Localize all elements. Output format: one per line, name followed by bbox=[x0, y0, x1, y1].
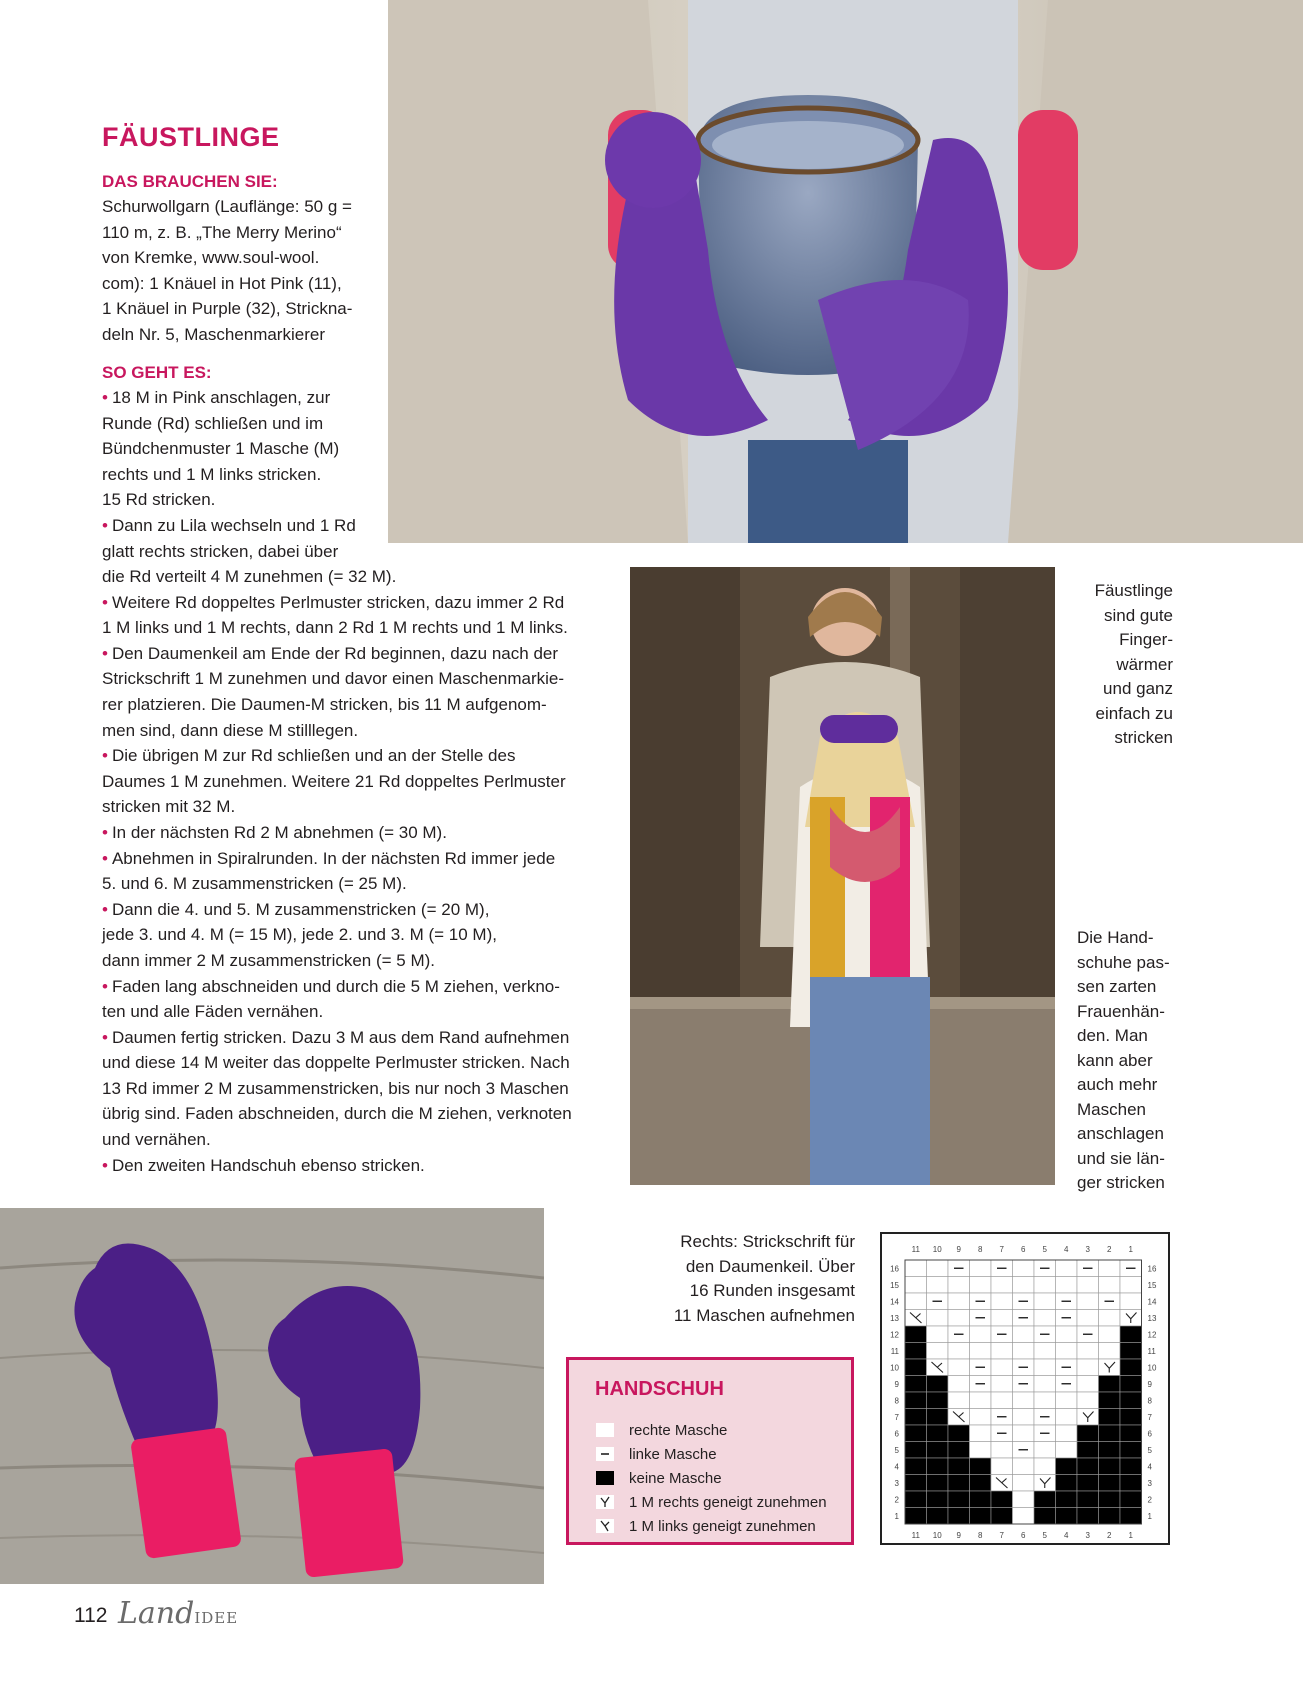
step-line: stricken mit 32 M. bbox=[102, 797, 236, 817]
step-line: • In der nächsten Rd 2 M abnehmen (= 30 M). bbox=[102, 822, 447, 842]
chart-cell bbox=[905, 1491, 927, 1508]
chart-cell bbox=[1099, 1425, 1121, 1442]
column-label-bottom: 6 bbox=[1021, 1531, 1026, 1540]
chart-cell bbox=[1077, 1458, 1099, 1475]
chart-cell bbox=[1099, 1392, 1121, 1409]
step-line: • 18 M in Pink anschlagen, zur bbox=[102, 388, 331, 407]
step-line: ten und alle Fäden vernähen. bbox=[102, 1002, 324, 1022]
step-line: • Dann zu Lila wechseln und 1 Rd bbox=[102, 515, 356, 535]
chart-cell bbox=[1077, 1425, 1099, 1442]
step-line: 5. und 6. M zusammenstricken (= 25 M). bbox=[102, 874, 407, 894]
row-label-left: 4 bbox=[894, 1462, 899, 1472]
step-line: men sind, dann diese M stilllegen. bbox=[102, 720, 359, 740]
chart-cell bbox=[1056, 1277, 1078, 1294]
chart-cell bbox=[1056, 1458, 1078, 1475]
column-label-bottom: 5 bbox=[1042, 1531, 1047, 1540]
chart-cell bbox=[927, 1277, 949, 1294]
chart-cell bbox=[1013, 1326, 1035, 1343]
column-label-bottom: 10 bbox=[932, 1531, 942, 1540]
chart-cell bbox=[905, 1376, 927, 1393]
step-line: rechts und 1 M links stricken. bbox=[102, 464, 322, 484]
step-line: Bündchenmuster 1 Masche (M) bbox=[102, 439, 340, 459]
chart-cell bbox=[1034, 1277, 1056, 1294]
chart-cell bbox=[905, 1343, 927, 1360]
column-label-top: 4 bbox=[1064, 1245, 1069, 1254]
legend-item-inc-right: 1 M rechts geneigt zunehmen bbox=[596, 1494, 827, 1511]
row-label-right: 7 bbox=[1147, 1412, 1152, 1422]
chart-cell bbox=[948, 1277, 970, 1294]
chart-cell bbox=[905, 1359, 927, 1376]
chart-cell bbox=[1099, 1491, 1121, 1508]
legend-item-purl: linke Masche bbox=[596, 1446, 717, 1463]
chart-cell bbox=[1099, 1310, 1121, 1327]
column-label-bottom: 3 bbox=[1085, 1531, 1090, 1540]
chart-cell bbox=[948, 1392, 970, 1409]
chart-cell bbox=[1013, 1425, 1035, 1442]
row-label-right: 16 bbox=[1147, 1264, 1157, 1274]
chart-cell bbox=[927, 1508, 949, 1525]
chart-cell bbox=[970, 1458, 992, 1475]
materials-list bbox=[102, 194, 352, 348]
chart-cell bbox=[1077, 1359, 1099, 1376]
chart-cell bbox=[970, 1260, 992, 1277]
chart-cell bbox=[948, 1458, 970, 1475]
legend-item-inc-left: 1 M links geneigt zunehmen bbox=[596, 1518, 816, 1535]
chart-cell bbox=[948, 1359, 970, 1376]
bullet: • bbox=[102, 746, 108, 766]
row-label-right: 5 bbox=[1147, 1445, 1152, 1455]
step-line: • Faden lang abschneiden und durch die 5 M ziehen, verkno- bbox=[102, 976, 560, 996]
row-label-left: 7 bbox=[894, 1412, 899, 1422]
chart-cell bbox=[1013, 1260, 1035, 1277]
step-line: glatt rechts stricken, dabei über bbox=[102, 541, 339, 561]
chart-cell bbox=[927, 1458, 949, 1475]
chart-cell bbox=[927, 1475, 949, 1492]
chart-cell bbox=[1056, 1475, 1078, 1492]
chart-cell bbox=[1034, 1343, 1056, 1360]
chart-cell bbox=[1034, 1293, 1056, 1310]
bullet: • bbox=[102, 899, 108, 919]
chart-cell bbox=[1056, 1425, 1078, 1442]
column-label-bottom: 1 bbox=[1128, 1531, 1133, 1540]
article-title: FÄUSTLINGE bbox=[102, 122, 280, 152]
step-line: 1 M links und 1 M rechts, dann 2 Rd 1 M rechts und 1 M links. bbox=[102, 618, 568, 638]
column-label-top: 2 bbox=[1107, 1245, 1112, 1254]
chart-cell bbox=[1056, 1508, 1078, 1525]
column-label-bottom: 11 bbox=[911, 1531, 920, 1540]
chart-cell bbox=[1099, 1277, 1121, 1294]
row-label-left: 6 bbox=[894, 1429, 899, 1439]
materials-line: Schurwollgarn (Lauflänge: 50 g = bbox=[102, 197, 352, 216]
chart-cell bbox=[1120, 1277, 1142, 1294]
step-line: 13 Rd immer 2 M zusammenstricken, bis nur noch 3 Maschen bbox=[102, 1078, 569, 1098]
column-label-bottom: 2 bbox=[1107, 1531, 1112, 1540]
row-label-left: 13 bbox=[890, 1313, 899, 1323]
row-label-right: 8 bbox=[1147, 1396, 1152, 1406]
bullet: • bbox=[102, 848, 108, 868]
chart-cell bbox=[1120, 1359, 1142, 1376]
row-label-left: 14 bbox=[890, 1297, 899, 1307]
chart-cell bbox=[970, 1277, 992, 1294]
chart-cell bbox=[1077, 1277, 1099, 1294]
chart-cell bbox=[1077, 1343, 1099, 1360]
materials-line: von Kremke, www.soul-wool. bbox=[102, 248, 320, 268]
chart-cell bbox=[991, 1458, 1013, 1475]
row-label-left: 15 bbox=[890, 1280, 899, 1290]
column-label-top: 1 bbox=[1128, 1245, 1133, 1254]
chart-cell bbox=[927, 1326, 949, 1343]
chart-cell bbox=[905, 1260, 927, 1277]
step-line: • Den Daumenkeil am Ende der Rd beginnen, dazu nach der bbox=[102, 643, 559, 663]
photo-hands-holding-mug bbox=[388, 0, 1303, 543]
chart-cell bbox=[1120, 1392, 1142, 1409]
chart-cell bbox=[927, 1310, 949, 1327]
chart-cell bbox=[1077, 1442, 1099, 1459]
row-label-left: 5 bbox=[894, 1445, 899, 1455]
chart-cell bbox=[1099, 1475, 1121, 1492]
chart-cell bbox=[1034, 1442, 1056, 1459]
column-label-bottom: 7 bbox=[999, 1531, 1004, 1540]
chart-cell bbox=[905, 1277, 927, 1294]
blank-square-icon bbox=[596, 1423, 614, 1437]
chart-cell bbox=[1013, 1508, 1035, 1525]
chart-cell bbox=[1013, 1458, 1035, 1475]
chart-cell bbox=[1120, 1458, 1142, 1475]
row-label-right: 1 bbox=[1147, 1511, 1152, 1521]
step-line: • Die übrigen M zur Rd schließen und an der Stelle des bbox=[102, 746, 516, 766]
row-label-left: 12 bbox=[890, 1330, 899, 1340]
row-label-right: 13 bbox=[1147, 1313, 1157, 1323]
chart-cell bbox=[991, 1392, 1013, 1409]
chart-cell bbox=[1120, 1508, 1142, 1525]
row-label-left: 2 bbox=[894, 1495, 899, 1505]
row-label-left: 10 bbox=[890, 1363, 899, 1373]
chart-cell bbox=[1120, 1343, 1142, 1360]
chart-cell bbox=[1013, 1343, 1035, 1360]
chart-cell bbox=[970, 1508, 992, 1525]
step-line: • Den zweiten Handschuh ebenso stricken. bbox=[102, 1155, 425, 1175]
chart-cell bbox=[991, 1359, 1013, 1376]
bullet: • bbox=[102, 822, 108, 842]
chart-cell bbox=[970, 1425, 992, 1442]
chart-cell bbox=[1013, 1392, 1035, 1409]
step-line: Daumes 1 M zunehmen. Weitere 21 Rd doppeltes Perlmuster bbox=[102, 771, 566, 791]
column-label-top: 9 bbox=[956, 1245, 961, 1254]
chart-cell bbox=[948, 1491, 970, 1508]
chart-cell bbox=[1120, 1310, 1142, 1327]
knitting-chart bbox=[880, 1232, 1170, 1545]
row-label-left: 1 bbox=[894, 1511, 899, 1521]
step-line: und vernähen. bbox=[102, 1130, 211, 1150]
chart-cell bbox=[1120, 1475, 1142, 1492]
chart-cell bbox=[1013, 1409, 1035, 1426]
chart-cell bbox=[1034, 1359, 1056, 1376]
legend-title: HANDSCHUH bbox=[595, 1378, 724, 1400]
step-line: jede 3. und 4. M (= 15 M), jede 2. und 3. M (= 10 M), bbox=[102, 925, 497, 945]
row-label-right: 12 bbox=[1147, 1330, 1157, 1340]
chart-cell bbox=[1056, 1326, 1078, 1343]
chart-cell bbox=[970, 1475, 992, 1492]
materials-line: 1 Knäuel in Purple (32), Strickna- bbox=[102, 299, 353, 319]
chart-cell bbox=[905, 1392, 927, 1409]
increase-left-icon bbox=[596, 1519, 614, 1533]
step-line: Strickschrift 1 M zunehmen und davor einen Maschenmarkie- bbox=[102, 669, 565, 689]
chart-cell bbox=[991, 1442, 1013, 1459]
chart-cell bbox=[991, 1293, 1013, 1310]
chart-cell bbox=[1034, 1310, 1056, 1327]
chart-cell bbox=[1099, 1409, 1121, 1426]
chart-cell bbox=[905, 1442, 927, 1459]
step-line: und diese 14 M weiter das doppelte Perlmuster stricken. Nach bbox=[102, 1053, 570, 1073]
row-label-right: 10 bbox=[1147, 1363, 1157, 1373]
chart-cell bbox=[991, 1277, 1013, 1294]
legend-item-knit: rechte Masche bbox=[596, 1422, 727, 1439]
knitting-chart-svg bbox=[882, 1234, 1168, 1543]
chart-cell bbox=[1120, 1425, 1142, 1442]
row-label-right: 3 bbox=[1147, 1478, 1152, 1488]
row-label-left: 11 bbox=[890, 1346, 899, 1356]
chart-cell bbox=[1034, 1491, 1056, 1508]
chart-cell bbox=[948, 1508, 970, 1525]
chart-cell bbox=[1120, 1491, 1142, 1508]
chart-cell bbox=[948, 1425, 970, 1442]
bullet: • bbox=[102, 1155, 108, 1175]
chart-cell bbox=[970, 1343, 992, 1360]
chart-cell bbox=[1099, 1359, 1121, 1376]
bullet: • bbox=[102, 976, 108, 996]
step-line: • Weitere Rd doppeltes Perlmuster stricken, dazu immer 2 Rd bbox=[102, 592, 565, 612]
black-square-icon bbox=[596, 1471, 614, 1485]
chart-cell bbox=[927, 1409, 949, 1426]
chart-cell bbox=[1013, 1491, 1035, 1508]
materials-line: deln Nr. 5, Maschenmarkierer bbox=[102, 324, 325, 344]
step-line: • Dann die 4. und 5. M zusammenstricken (= 20 M), bbox=[102, 899, 490, 919]
chart-cell bbox=[1099, 1343, 1121, 1360]
chart-cell bbox=[1077, 1491, 1099, 1508]
method-heading: SO GEHT ES: bbox=[102, 363, 212, 382]
chart-cell bbox=[1099, 1508, 1121, 1525]
page-number: 112 bbox=[74, 1604, 108, 1627]
row-label-right: 2 bbox=[1147, 1495, 1152, 1505]
chart-cell bbox=[1034, 1392, 1056, 1409]
column-label-top: 7 bbox=[999, 1245, 1004, 1254]
chart-cell bbox=[970, 1442, 992, 1459]
chart-cell bbox=[905, 1508, 927, 1525]
chart-cell bbox=[1077, 1508, 1099, 1525]
row-label-right: 14 bbox=[1147, 1297, 1157, 1307]
column-label-top: 5 bbox=[1042, 1245, 1047, 1254]
chart-cell bbox=[927, 1343, 949, 1360]
row-label-right: 11 bbox=[1147, 1346, 1156, 1356]
chart-cell bbox=[927, 1376, 949, 1393]
chart-cell bbox=[1034, 1376, 1056, 1393]
row-label-left: 16 bbox=[890, 1264, 899, 1274]
row-label-right: 4 bbox=[1147, 1462, 1152, 1472]
chart-cell bbox=[948, 1475, 970, 1492]
chart-caption: Rechts: Strickschrift für den Daumenkeil. Über 16 Runden insgesamt 11 Maschen aufnehmen bbox=[673, 1232, 855, 1325]
steps-narrow bbox=[102, 385, 356, 564]
chart-cell bbox=[970, 1392, 992, 1409]
chart-cell bbox=[948, 1310, 970, 1327]
chart-cell bbox=[927, 1442, 949, 1459]
chart-cell bbox=[1034, 1458, 1056, 1475]
photo-caption-gloves: Die Hand- schuhe pas- sen zarten Frauenhän- den. Man kann aber auch mehr Maschen anschlagen und sie län- ger stricken bbox=[1077, 928, 1170, 1192]
step-line: die Rd verteilt 4 M zunehmen (= 32 M). bbox=[102, 567, 397, 586]
row-label-left: 9 bbox=[894, 1379, 899, 1389]
chart-cell bbox=[927, 1260, 949, 1277]
chart-cell bbox=[1013, 1475, 1035, 1492]
chart-cell bbox=[1034, 1475, 1056, 1492]
chart-cell bbox=[970, 1491, 992, 1508]
chart-cell bbox=[1077, 1376, 1099, 1393]
chart-cell bbox=[1077, 1293, 1099, 1310]
column-label-bottom: 9 bbox=[956, 1531, 961, 1540]
column-label-top: 11 bbox=[911, 1245, 920, 1254]
chart-cell bbox=[1120, 1409, 1142, 1426]
chart-cell bbox=[970, 1326, 992, 1343]
bullet: • bbox=[102, 1027, 108, 1047]
step-line: • Daumen fertig stricken. Dazu 3 M aus dem Rand aufnehmen bbox=[102, 1027, 570, 1047]
chart-cell bbox=[927, 1425, 949, 1442]
chart-cell bbox=[1120, 1293, 1142, 1310]
materials-line: com): 1 Knäuel in Hot Pink (11), bbox=[102, 273, 342, 293]
photo-caption-mittens: Fäustlinge sind gute Finger- wärmer und ganz einfach zu stricken bbox=[1094, 581, 1173, 747]
chart-cell bbox=[905, 1409, 927, 1426]
column-label-top: 6 bbox=[1021, 1245, 1026, 1254]
materials-line: 110 m, z. B. „The Merry Merino“ bbox=[102, 222, 342, 242]
chart-cell bbox=[991, 1343, 1013, 1360]
chart-cell bbox=[948, 1442, 970, 1459]
row-label-right: 9 bbox=[1147, 1379, 1152, 1389]
chart-cell bbox=[991, 1508, 1013, 1525]
materials-heading: DAS BRAUCHEN SIE: bbox=[102, 172, 278, 191]
photo-mittens-on-wood bbox=[0, 1208, 544, 1584]
column-label-bottom: 4 bbox=[1064, 1531, 1069, 1540]
chart-cell bbox=[948, 1293, 970, 1310]
step-line: 15 Rd stricken. bbox=[102, 490, 216, 510]
column-label-top: 10 bbox=[932, 1245, 942, 1254]
steps-wide bbox=[102, 564, 572, 1178]
chart-cell bbox=[991, 1310, 1013, 1327]
step-line: übrig sind. Faden abschneiden, durch die M ziehen, verknoten bbox=[102, 1104, 572, 1124]
chart-cell bbox=[1099, 1376, 1121, 1393]
step-line: rer platzieren. Die Daumen-M stricken, bis 11 M aufgenom- bbox=[102, 694, 547, 714]
chart-cell bbox=[1099, 1458, 1121, 1475]
chart-cell bbox=[1056, 1260, 1078, 1277]
chart-cell bbox=[1077, 1392, 1099, 1409]
chart-cell bbox=[1056, 1442, 1078, 1459]
photo-woman-covering-eyes bbox=[630, 567, 1055, 1185]
chart-cell bbox=[1120, 1326, 1142, 1343]
magazine-logo bbox=[118, 1596, 238, 1631]
chart-cell bbox=[948, 1376, 970, 1393]
bullet: • bbox=[102, 592, 108, 612]
column-label-top: 8 bbox=[978, 1245, 983, 1254]
chart-cell bbox=[1056, 1409, 1078, 1426]
chart-cell bbox=[948, 1343, 970, 1360]
chart-cell bbox=[1099, 1442, 1121, 1459]
chart-cell bbox=[1056, 1392, 1078, 1409]
chart-cell bbox=[1120, 1442, 1142, 1459]
bullet: • bbox=[102, 643, 108, 663]
chart-cell bbox=[905, 1458, 927, 1475]
chart-cell bbox=[905, 1425, 927, 1442]
chart-cell bbox=[991, 1491, 1013, 1508]
dash-icon bbox=[596, 1447, 614, 1461]
chart-cell bbox=[1120, 1376, 1142, 1393]
chart-cell bbox=[1077, 1475, 1099, 1492]
chart-cell bbox=[1056, 1491, 1078, 1508]
bullet: • bbox=[102, 388, 108, 407]
row-label-left: 3 bbox=[894, 1478, 899, 1488]
row-label-right: 6 bbox=[1147, 1429, 1152, 1439]
legend-item-no-stitch: keine Masche bbox=[596, 1470, 722, 1487]
increase-right-icon bbox=[596, 1495, 614, 1509]
chart-cell bbox=[1013, 1277, 1035, 1294]
step-line: • Abnehmen in Spiralrunden. In der nächsten Rd immer jede bbox=[102, 848, 556, 868]
magazine-logo-caps: IDEE bbox=[194, 1609, 239, 1627]
legend-box bbox=[566, 1357, 854, 1545]
chart-cell bbox=[1077, 1310, 1099, 1327]
step-line: dann immer 2 M zusammenstricken (= 5 M). bbox=[102, 950, 436, 970]
chart-cell bbox=[1034, 1508, 1056, 1525]
step-line: Runde (Rd) schließen und im bbox=[102, 413, 324, 433]
magazine-logo-script: Land bbox=[118, 1596, 195, 1631]
row-label-right: 15 bbox=[1147, 1280, 1157, 1290]
chart-cell bbox=[927, 1491, 949, 1508]
chart-cell bbox=[1056, 1343, 1078, 1360]
chart-cell bbox=[970, 1409, 992, 1426]
bullet: • bbox=[102, 515, 108, 535]
chart-cell bbox=[1099, 1260, 1121, 1277]
chart-cell bbox=[905, 1293, 927, 1310]
column-label-top: 3 bbox=[1085, 1245, 1090, 1254]
chart-cell bbox=[1099, 1326, 1121, 1343]
row-label-left: 8 bbox=[894, 1396, 899, 1406]
chart-cell bbox=[991, 1376, 1013, 1393]
chart-cell bbox=[905, 1475, 927, 1492]
chart-cell bbox=[927, 1392, 949, 1409]
chart-cell bbox=[905, 1326, 927, 1343]
chart-cell bbox=[1077, 1409, 1099, 1426]
column-label-bottom: 8 bbox=[978, 1531, 983, 1540]
